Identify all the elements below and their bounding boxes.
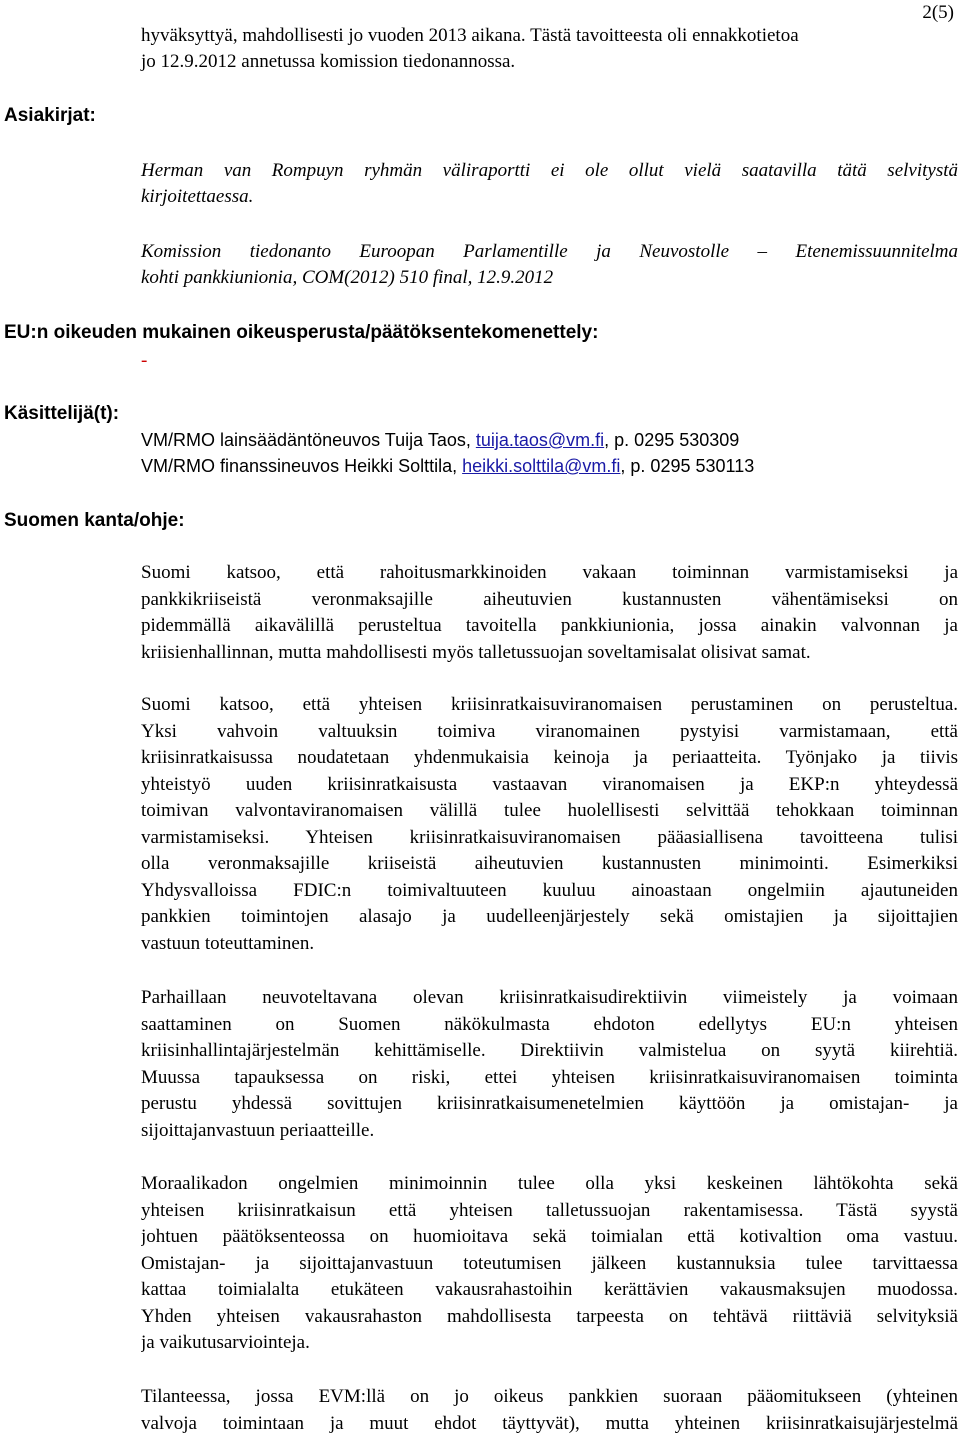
paragraph-line: varmistamiseksi. Yhteisen kriisinratkaisuviranomaisen pääasiallisena tavoitteena tulisi <box>141 826 958 848</box>
paragraph-line: pankkikriiseistä veronmaksajille aiheutuvien kustannusten vähentämiseksi on <box>141 588 958 610</box>
paragraph-line: Parhaillaan neuvoteltavana olevan kriisinratkaisudirektiivin viimeistely ja voimaan <box>141 987 958 1008</box>
document-title-line: kohti pankkiunionia, COM(2012) 510 final, 12.9.2012 <box>141 267 554 288</box>
paragraph-line: ja vaikutusarviointeja. <box>141 1332 310 1353</box>
asiakirjat-note <box>141 158 958 210</box>
position-paragraph-1 <box>141 560 958 666</box>
paragraph-line: valvoja toimintaan ja muut ehdot täyttyvät), mutta yhteinen kriisinratkaisujärjestelmä <box>141 1412 958 1434</box>
handler-entry <box>141 427 958 453</box>
paragraph-line: kattaa toimialalta etukäteen vakausrahastoihin kerättävien vakausmaksujen muodossa. <box>141 1279 958 1300</box>
handler-name: VM/RMO finanssineuvos Heikki Solttila, <box>141 456 463 476</box>
paragraph-line: perustu yhdessä sovittujen kriisinratkaisumenetelmien käyttöön ja omistajan- ja <box>141 1093 958 1114</box>
paragraph-line: sijoittajanvastuun periaatteille. <box>141 1119 375 1141</box>
paragraph-line: saattaminen on Suomen näkökulmasta ehdoton edellytys EU:n yhteisen <box>141 1013 958 1035</box>
paragraph-line: Yhdysvalloissa FDIC:n toimivaltuuteen kuuluu ainoastaan ongelmiin ajautuneiden <box>141 879 958 901</box>
paragraph-line: Tilanteessa, jossa EVM:llä on jo oikeus pankkien suoraan pääomitukseen (yhteinen <box>141 1386 958 1407</box>
position-paragraph-2 <box>141 692 958 957</box>
position-paragraph-4 <box>141 1171 958 1357</box>
asiakirjat-note-line: kirjoitettaessa. <box>141 186 254 207</box>
paragraph-line: Yhden yhteisen vakausrahaston mahdollisesta tarpeesta on tehtävä riittäviä selvityksiä <box>141 1305 958 1327</box>
handler-phone: , p. 0295 530113 <box>620 456 755 476</box>
legal-basis-value: - <box>141 350 148 371</box>
paragraph-line: olla veronmaksajille kriiseistä aiheutuvien kustannusten minimointi. Esimerkiksi <box>141 853 958 874</box>
legal-basis-label: EU:n oikeuden mukainen oikeusperusta/päätöksentekomenettely: <box>4 322 599 343</box>
paragraph-line: pankkien toimintojen alasajo ja uudelleenjärjestely sekä omistajien ja sijoittajien <box>141 906 958 927</box>
paragraph-line: Omistajan- ja sijoittajanvastuun toteutumisen jälkeen kustannuksia tulee tarvittaessa <box>141 1252 958 1274</box>
position-paragraph-5 <box>141 1384 958 1437</box>
paragraph-line: toimivan valvontaviranomaisen välillä tulee huolellisesti selvittää tehokkaan toiminnan <box>141 800 958 821</box>
handler-name: VM/RMO lainsäädäntöneuvos Tuija Taos, <box>141 430 476 450</box>
referenced-document <box>141 239 958 291</box>
handler-phone: , p. 0295 530309 <box>604 430 740 450</box>
handlers-list <box>141 427 958 479</box>
paragraph-line: yhteisen kriisinratkaisun että yhteisen talletussuojan rakentamisessa. Tästä syystä <box>141 1199 958 1221</box>
asiakirjat-label: Asiakirjat: <box>4 105 96 126</box>
asiakirjat-note-line: Herman van Rompuyn ryhmän väliraportti ei ole ollut vielä saatavilla tätä selvitystä <box>141 160 958 181</box>
handler-email-link[interactable]: tuija.taos@vm.fi <box>475 430 605 450</box>
paragraph-line: vastuun toteuttaminen. <box>141 932 315 954</box>
paragraph-line: kriisienhallinnan, mutta mahdollisesti myös talletussuojan soveltamisalat olisivat samat. <box>141 641 811 663</box>
intro-paragraph <box>141 23 958 75</box>
paragraph-line: kriisinhallintajärjestelmän kehittämiselle. Direktiivin valmistelua on syytä kiirehtiä. <box>141 1040 958 1061</box>
intro-line: hyväksyttyä, mahdollisesti jo vuoden 2013 aikana. Tästä tavoitteesta oli ennakkotietoa <box>141 25 799 46</box>
paragraph-line: kriisinratkaisussa noudatetaan yhdenmukaisia keinoja ja periaatteita. Työnjako ja tiivis <box>141 747 958 768</box>
intro-line: jo 12.9.2012 annetussa komission tiedonannossa. <box>141 51 516 72</box>
paragraph-line: Moraalikadon ongelmien minimoinnin tulee olla yksi keskeinen lähtökohta sekä <box>141 1173 958 1194</box>
paragraph-line: Suomi katsoo, että yhteisen kriisinratkaisuviranomaisen perustaminen on perusteltua. <box>141 694 958 715</box>
handlers-label: Käsittelijä(t): <box>4 403 120 424</box>
paragraph-line: johtuen päätöksenteossa on huomioitava sekä toimialan että kotivaltion oma vastuu. <box>141 1226 958 1247</box>
paragraph-line: Yksi vahvoin valtuuksin toimiva viranomainen pystyisi varmistamaan, että <box>141 720 958 742</box>
handler-email-link[interactable]: heikki.solttila@vm.fi <box>462 456 621 476</box>
document-title-line: Komission tiedonanto Euroopan Parlamentille ja Neuvostolle – Etenemissuunnitelma <box>141 241 958 262</box>
handler-entry <box>141 453 958 479</box>
paragraph-line: yhteistyö uuden kriisinratkaisusta vastaavan viranomaisen ja EKP:n yhteydessä <box>141 773 958 795</box>
page-number: 2(5) <box>922 2 954 23</box>
paragraph-line: Muussa tapauksessa on riski, ettei yhteisen kriisinratkaisuviranomaisen toiminta <box>141 1066 958 1088</box>
position-paragraph-3 <box>141 985 958 1144</box>
paragraph-line: pidemmällä aikavälillä perusteltua tavoitella pankkiunionia, jossa ainakin valvonnan ja <box>141 615 958 636</box>
paragraph-line: Suomi katsoo, että rahoitusmarkkinoiden vakaan toiminnan varmistamiseksi ja <box>141 562 958 583</box>
finnish-position-label: Suomen kanta/ohje: <box>4 510 185 531</box>
